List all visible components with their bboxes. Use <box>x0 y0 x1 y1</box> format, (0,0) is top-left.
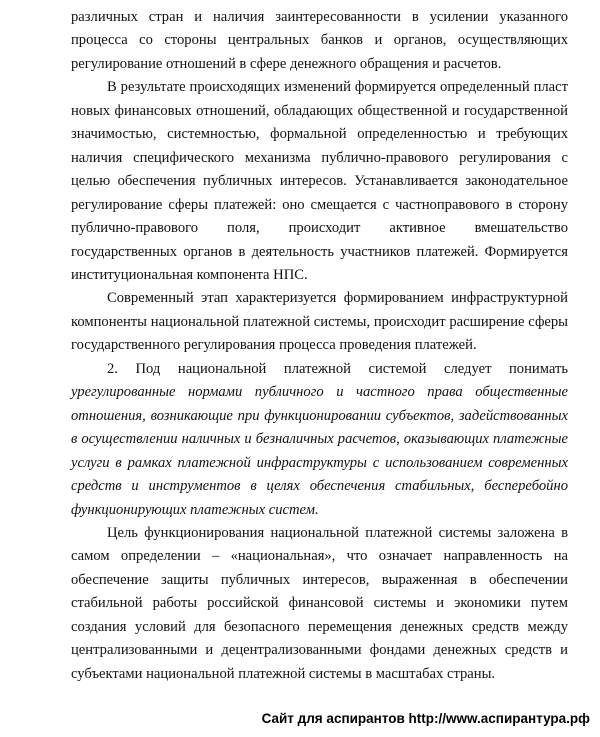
definition-italic: урегулированные нормами публичного и частного права общественные отношения, возникающие при функционировании субъектов, задействованных в осуществлении наличных и безналичных расчетов, оказывающих платежные услуги в рамках платежной инфраструктуры с использованием современных средств и инструментов в целях обеспечения стабильных, бесперебойно функционирующих платежных систем. <box>71 384 568 518</box>
paragraph-4-definition <box>71 358 568 522</box>
definition-lead: 2. Под национальной платежной системой следует понимать <box>107 360 568 377</box>
paragraph-1: различных стран и наличия заинтересованности в усилении указанного процесса со стороны центральных банков и органов, осуществляющих регулирование отношений в сфере денежного обращения и расчетов. <box>71 9 568 72</box>
paragraph-5: Цель функционирования национальной платежной системы заложена в самом определении – «национальная», что означает направленность на обеспечение защиты публичных интересов, выраженная в обеспечении стабильной работы российской финансовой системы и экономики путем создания условий для безопасного перемещения денежных средств между централизованными и децентрализованными фондами денежных средств и субъектами национальной платежной системы в масштабах страны. <box>71 524 568 682</box>
site-footer-link[interactable]: Сайт для аспирантов http://www.аспирантура.рф <box>261 711 590 726</box>
paragraph-2: В результате происходящих изменений формируется определенный пласт новых финансовых отношений, обладающих общественной и государственной значимостью, системностью, формальной определенностью и требующих наличия специфического механизма публично-правового регулирования с целью обеспечения публичных интересов. Устанавливается законодательное регулирование сферы платежей: оно смещается с частноправового в сторону публично-правового поля, происходит активное вмешательство государственных органов в деятельность участников платежей. Формируется институциональная компонента НПС. <box>71 79 568 283</box>
paragraph-3: Современный этап характеризуется формированием инфраструктурной компоненты национальной платежной системы, происходит расширение сферы государственного регулирования процесса проведения платежей. <box>71 290 568 354</box>
document-body <box>71 6 568 686</box>
